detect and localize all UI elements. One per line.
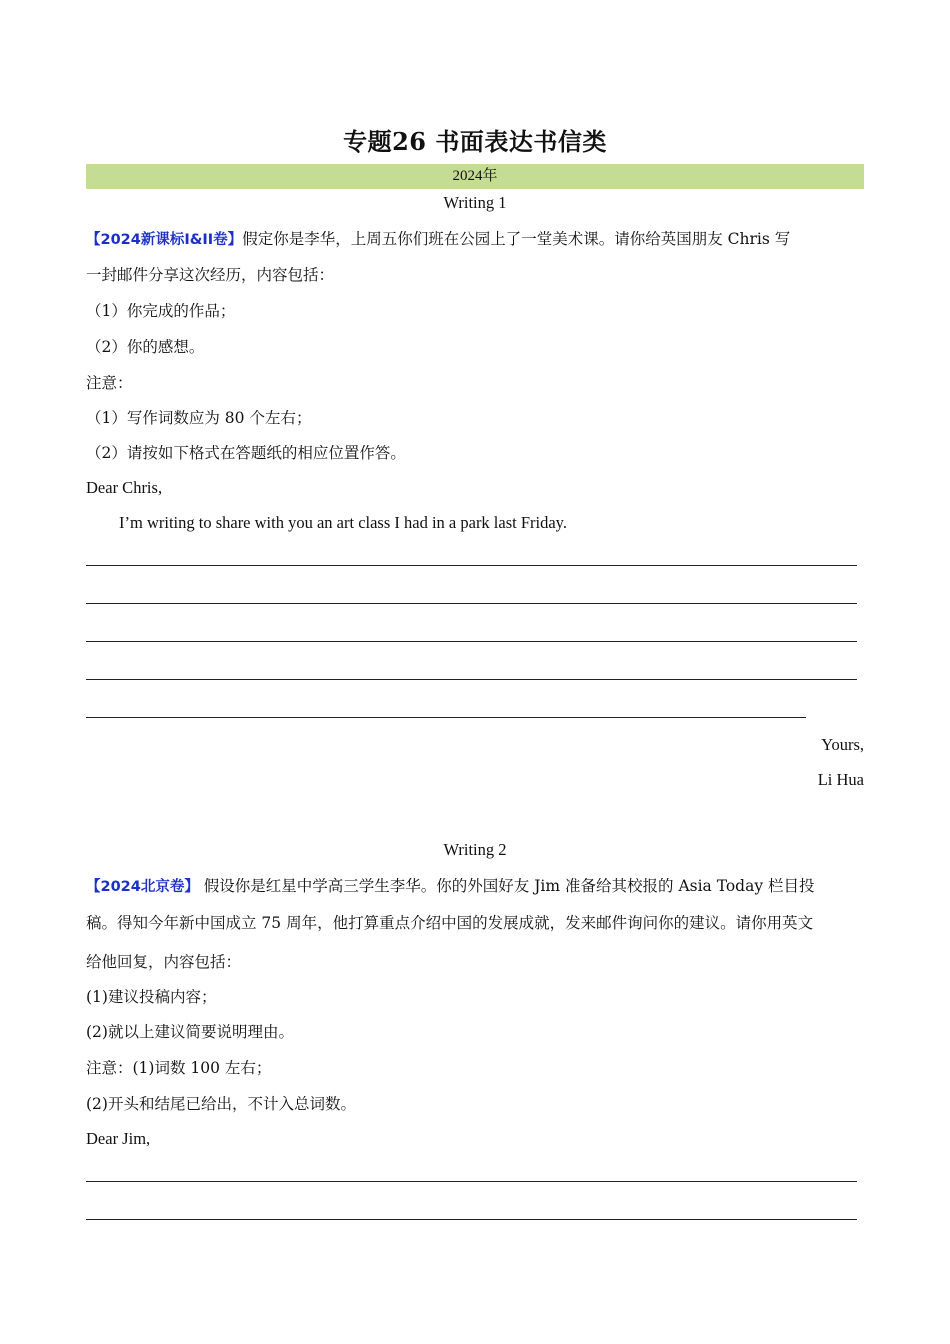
answer-line <box>86 1219 857 1220</box>
page-title: 专题26 书面表达书信类 <box>343 127 607 156</box>
answer-line <box>86 603 857 604</box>
answer-line <box>86 641 857 642</box>
writing1-note2: （2）请按如下格式在答题纸的相应位置作答。 <box>86 444 406 462</box>
writing2-source: 【2024北京卷】 <box>86 879 199 895</box>
answer-line <box>86 717 806 718</box>
writing1-prompt-line1 <box>86 229 864 250</box>
answer-line <box>86 679 857 680</box>
writing2-note1: 注意：(1)词数 100 左右； <box>86 1059 272 1077</box>
writing1-note-label: 注意： <box>86 374 133 392</box>
answer-line <box>86 1181 857 1182</box>
year-band: 2024年 <box>86 164 864 189</box>
writing1-point1: （1）你完成的作品； <box>86 302 236 320</box>
writing2-point1: (1)建议投稿内容； <box>86 988 217 1006</box>
answer-line <box>86 565 857 566</box>
writing1-closing: Yours, <box>821 735 864 754</box>
writing2-greeting: Dear Jim, <box>86 1129 151 1148</box>
writing2-prompt-line2: 稿。得知今年新中国成立 75 周年，他打算重点介绍中国的发展成就，发来邮件询问你的建议。请你用英文 <box>86 914 814 932</box>
writing2-heading: Writing 2 <box>443 840 507 859</box>
writing2-prompt-line1 <box>86 876 864 897</box>
writing1-point2: （2）你的感想。 <box>86 338 205 356</box>
writing1-greeting: Dear Chris, <box>86 478 163 497</box>
writing1-prompt-text: 假定你是李华，上周五你们班在公园上了一堂美术课。请你给英国朋友 Chris 写 <box>242 230 791 248</box>
writing1-opening: I’m writing to share with you an art class I had in a park last Friday. <box>119 513 567 532</box>
writing2-prompt-line3: 给他回复，内容包括： <box>86 953 242 971</box>
writing1-signature: Li Hua <box>817 770 864 789</box>
writing1-source: 【2024新课标Ⅰ&II卷】 <box>86 232 243 248</box>
writing1-heading: Writing 1 <box>443 193 507 212</box>
writing2-prompt-text: 假设你是红星中学高三学生李华。你的外国好友 Jim 准备给其校报的 Asia Today 栏目投 <box>198 877 815 895</box>
writing1-note1: （1）写作词数应为 80 个左右； <box>86 409 312 427</box>
writing2-note2: (2)开头和结尾已给出，不计入总词数。 <box>86 1095 356 1113</box>
writing2-point2: (2)就以上建议简要说明理由。 <box>86 1023 294 1041</box>
writing1-prompt-line2: 一封邮件分享这次经历，内容包括： <box>86 266 335 284</box>
